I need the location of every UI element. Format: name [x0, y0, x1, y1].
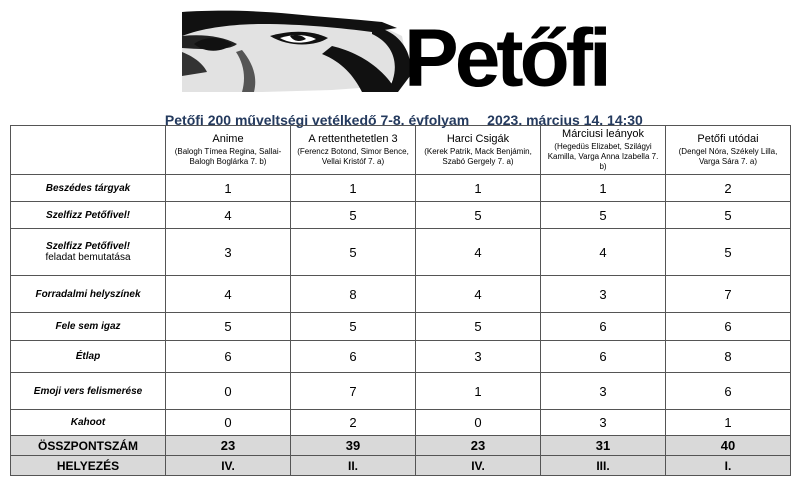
- total-cell: 39: [291, 436, 416, 456]
- team-members: (Hegedüs Elizabet, Szilágyi Kamilla, Varga Anna Izabella 7. b): [547, 142, 659, 171]
- score-cell: 6: [166, 341, 291, 373]
- score-cell: 6: [541, 341, 666, 373]
- score-cell: 6: [541, 313, 666, 341]
- score-cell: 5: [666, 202, 791, 229]
- score-cell: 1: [666, 410, 791, 436]
- total-cell: 31: [541, 436, 666, 456]
- score-cell: 1: [541, 175, 666, 202]
- event-title: Petőfi 200 műveltségi vetélkedő 7-8. évfolyam: [164, 112, 470, 128]
- score-cell: 5: [291, 229, 416, 276]
- task-label: Szelfizz Petőfivel!: [11, 202, 166, 229]
- score-cell: 5: [416, 202, 541, 229]
- total-row: [11, 436, 791, 456]
- petofi-portrait-graphic: [182, 6, 632, 92]
- task-row: [11, 202, 791, 229]
- task-row: [11, 410, 791, 436]
- task-row: [11, 313, 791, 341]
- placement-cell: IV.: [166, 456, 291, 476]
- score-cell: 2: [666, 175, 791, 202]
- task-label: Beszédes tárgyak: [11, 175, 166, 202]
- score-cell: 4: [166, 276, 291, 313]
- team-header-row: [11, 126, 791, 175]
- task-label: Szelfizz Petőfivel!: [46, 240, 130, 252]
- score-cell: 5: [166, 313, 291, 341]
- score-cell: 3: [541, 410, 666, 436]
- score-cell: 6: [291, 341, 416, 373]
- team-header-petofi-utodai: [666, 126, 791, 175]
- score-cell: 0: [166, 373, 291, 410]
- total-cell: 23: [416, 436, 541, 456]
- task-row: [11, 373, 791, 410]
- results-table: [10, 125, 791, 476]
- team-name: Anime: [212, 133, 244, 145]
- score-cell: 7: [666, 276, 791, 313]
- score-cell: 5: [416, 313, 541, 341]
- task-label-cell: [11, 229, 166, 276]
- score-cell: 5: [291, 202, 416, 229]
- task-label: Fele sem igaz: [11, 313, 166, 341]
- score-cell: 0: [416, 410, 541, 436]
- logo-wordmark: Petőfi: [404, 13, 608, 92]
- corner-cell: [11, 126, 166, 175]
- score-cell: 6: [666, 313, 791, 341]
- score-cell: 5: [541, 202, 666, 229]
- task-row: [11, 175, 791, 202]
- score-cell: 0: [166, 410, 291, 436]
- task-note: feladat bemutatása: [45, 251, 131, 263]
- score-cell: 3: [416, 341, 541, 373]
- score-cell: 4: [541, 229, 666, 276]
- total-cell: 23: [166, 436, 291, 456]
- team-members: (Dengel Nóra, Székely Lilla, Varga Sára 7. a): [678, 147, 778, 166]
- team-header-harci-csigak: [416, 126, 541, 175]
- score-cell: 3: [166, 229, 291, 276]
- team-members: (Balogh Tímea Regina, Sallai-Balogh Boglárka 7. b): [174, 147, 282, 166]
- score-cell: 4: [416, 229, 541, 276]
- task-row: [11, 229, 791, 276]
- placement-cell: II.: [291, 456, 416, 476]
- score-cell: 1: [416, 175, 541, 202]
- score-cell: 4: [416, 276, 541, 313]
- score-cell: 7: [291, 373, 416, 410]
- score-cell: 1: [291, 175, 416, 202]
- total-label: ÖSSZPONTSZÁM: [11, 436, 166, 456]
- score-cell: 1: [166, 175, 291, 202]
- score-cell: 8: [666, 341, 791, 373]
- task-row: [11, 341, 791, 373]
- task-row: [11, 276, 791, 313]
- team-members: (Kerek Patrik, Mack Benjámin, Szabó Gergely 7. a): [424, 147, 532, 166]
- team-header-marciusi-leanyok: [541, 126, 666, 175]
- score-cell: 1: [416, 373, 541, 410]
- score-cell: 4: [166, 202, 291, 229]
- team-name: A rettenthetetlen 3: [308, 133, 398, 145]
- placement-cell: I.: [666, 456, 791, 476]
- team-name: Harci Csigák: [446, 133, 510, 145]
- event-date: 2023. március 14. 14:30: [487, 112, 643, 128]
- team-name: Petőfi utódai: [697, 133, 759, 145]
- team-name: Márciusi leányok: [562, 128, 644, 140]
- placement-cell: IV.: [416, 456, 541, 476]
- team-header-rettenthetetlen: [291, 126, 416, 175]
- task-label: Kahoot: [11, 410, 166, 436]
- task-label: Emoji vers felismerése: [11, 373, 166, 410]
- placement-cell: III.: [541, 456, 666, 476]
- score-cell: 3: [541, 276, 666, 313]
- score-cell: 8: [291, 276, 416, 313]
- event-heading: [0, 96, 800, 128]
- placement-label: HELYEZÉS: [11, 456, 166, 476]
- petofi-logo: [182, 6, 632, 92]
- score-cell: 2: [291, 410, 416, 436]
- team-header-anime: [166, 126, 291, 175]
- task-label: Forradalmi helyszínek: [11, 276, 166, 313]
- score-cell: 3: [541, 373, 666, 410]
- score-cell: 5: [291, 313, 416, 341]
- task-label: Étlap: [11, 341, 166, 373]
- score-cell: 5: [666, 229, 791, 276]
- total-cell: 40: [666, 436, 791, 456]
- score-cell: 6: [666, 373, 791, 410]
- placement-row: [11, 456, 791, 476]
- team-members: (Ferencz Botond, Simor Bence, Vellai Kristóf 7. a): [297, 147, 409, 166]
